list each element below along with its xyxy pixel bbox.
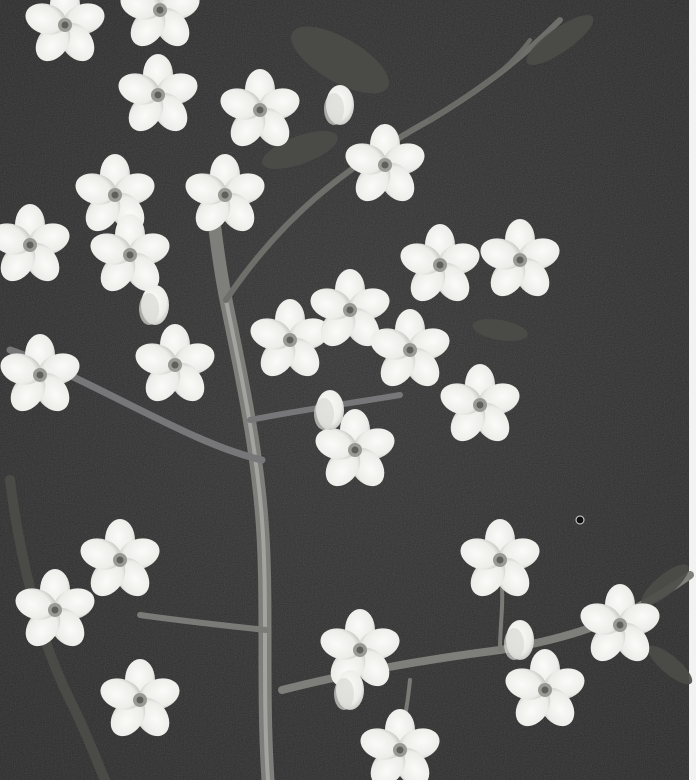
scan-edge — [689, 0, 696, 780]
speck — [576, 516, 584, 524]
